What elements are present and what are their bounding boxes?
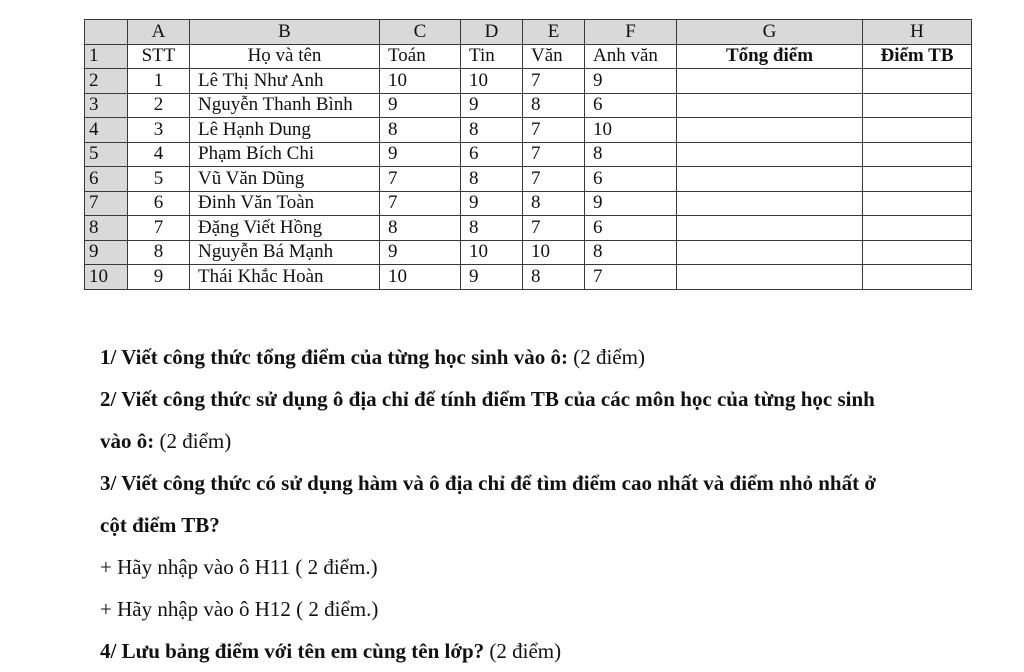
cell-tong-diem[interactable] — [677, 216, 863, 241]
column-header-e[interactable]: E — [523, 20, 585, 45]
cell-anh[interactable]: 7 — [585, 265, 677, 290]
cell-name[interactable]: Đinh Văn Toàn — [190, 191, 380, 216]
cell-anh[interactable]: 6 — [585, 167, 677, 192]
cell-stt[interactable]: 8 — [128, 240, 190, 265]
cell-tin[interactable]: 10 — [461, 69, 523, 94]
row-header[interactable]: 6 — [85, 167, 128, 192]
cell-anh[interactable]: 6 — [585, 216, 677, 241]
cell-diem-tb[interactable] — [863, 93, 972, 118]
question-3-text-cont: cột điểm TB? — [100, 513, 220, 537]
table-row — [85, 216, 972, 241]
cell-van[interactable]: 8 — [523, 265, 585, 290]
cell-stt[interactable]: 7 — [128, 216, 190, 241]
cell-tong-diem[interactable] — [677, 69, 863, 94]
table-row — [85, 69, 972, 94]
header-cell-anh[interactable]: Anh văn — [585, 44, 677, 69]
cell-tong-diem[interactable] — [677, 240, 863, 265]
cell-tin[interactable]: 10 — [461, 240, 523, 265]
cell-anh[interactable]: 8 — [585, 240, 677, 265]
row-header[interactable]: 7 — [85, 191, 128, 216]
cell-tin[interactable]: 8 — [461, 167, 523, 192]
cell-van[interactable]: 7 — [523, 142, 585, 167]
table-row — [85, 191, 972, 216]
cell-name[interactable]: Thái Khắc Hoàn — [190, 265, 380, 290]
header-cell-van[interactable]: Văn — [523, 44, 585, 69]
cell-van[interactable]: 7 — [523, 167, 585, 192]
header-cell-tong-diem[interactable]: Tổng điểm — [677, 44, 863, 69]
select-all-corner[interactable] — [85, 20, 128, 45]
cell-tong-diem[interactable] — [677, 118, 863, 143]
row-header[interactable]: 8 — [85, 216, 128, 241]
table-row — [85, 142, 972, 167]
cell-stt[interactable]: 9 — [128, 265, 190, 290]
cell-diem-tb[interactable] — [863, 142, 972, 167]
cell-name[interactable]: Lê Thị Như Anh — [190, 69, 380, 94]
cell-tong-diem[interactable] — [677, 265, 863, 290]
column-header-d[interactable]: D — [461, 20, 523, 45]
header-cell-tin[interactable]: Tin — [461, 44, 523, 69]
header-cell-stt[interactable]: STT — [128, 44, 190, 69]
table-row — [85, 167, 972, 192]
cell-van[interactable]: 7 — [523, 216, 585, 241]
cell-anh[interactable]: 8 — [585, 142, 677, 167]
question-2 — [100, 378, 1005, 420]
question-2-text: 2/ Viết công thức sử dụng ô địa chỉ để tính điểm TB của các môn học của từng học sinh — [100, 387, 875, 411]
cell-diem-tb[interactable] — [863, 216, 972, 241]
cell-toan[interactable]: 8 — [380, 216, 461, 241]
cell-diem-tb[interactable] — [863, 240, 972, 265]
column-header-b[interactable]: B — [190, 20, 380, 45]
row-header[interactable]: 9 — [85, 240, 128, 265]
cell-toan[interactable]: 10 — [380, 69, 461, 94]
row-header[interactable]: 10 — [85, 265, 128, 290]
row-header[interactable]: 3 — [85, 93, 128, 118]
cell-name[interactable]: Lê Hạnh Dung — [190, 118, 380, 143]
question-3-continued — [100, 504, 1005, 546]
cell-van[interactable]: 8 — [523, 191, 585, 216]
row-header[interactable]: 2 — [85, 69, 128, 94]
cell-van[interactable]: 7 — [523, 118, 585, 143]
column-header-c[interactable]: C — [380, 20, 461, 45]
table-row — [85, 93, 972, 118]
cell-tong-diem[interactable] — [677, 93, 863, 118]
cell-toan[interactable]: 9 — [380, 93, 461, 118]
column-header-h[interactable]: H — [863, 20, 972, 45]
cell-anh[interactable]: 10 — [585, 118, 677, 143]
question-4 — [100, 630, 1005, 672]
row-header[interactable]: 5 — [85, 142, 128, 167]
column-header-row — [85, 20, 972, 45]
question-2-points: (2 điểm) — [154, 429, 232, 453]
question-3-sub-a: + Hãy nhập vào ô H11 ( 2 điểm.) — [100, 555, 378, 579]
question-4-text: 4/ Lưu bảng điểm với tên em cùng tên lớp? — [100, 639, 485, 663]
question-2-text-cont: vào ô: — [100, 429, 155, 453]
cell-toan[interactable]: 7 — [380, 191, 461, 216]
question-list — [100, 336, 1005, 672]
cell-toan[interactable]: 9 — [380, 142, 461, 167]
header-cell-diem-tb[interactable]: Điểm TB — [863, 44, 972, 69]
row-header[interactable]: 1 — [85, 44, 128, 69]
cell-tong-diem[interactable] — [677, 191, 863, 216]
cell-name[interactable]: Nguyễn Bá Mạnh — [190, 240, 380, 265]
question-1-text: 1/ Viết công thức tổng điểm của từng học sinh vào ô: — [100, 345, 568, 369]
row-header[interactable]: 4 — [85, 118, 128, 143]
cell-tin[interactable]: 6 — [461, 142, 523, 167]
question-2-continued — [100, 420, 1005, 462]
cell-van[interactable]: 7 — [523, 69, 585, 94]
cell-name[interactable]: Nguyễn Thanh Bình — [190, 93, 380, 118]
question-1 — [100, 336, 1005, 378]
table-row — [85, 118, 972, 143]
cell-tin[interactable]: 8 — [461, 216, 523, 241]
cell-name[interactable]: Đặng Viết Hồng — [190, 216, 380, 241]
cell-name[interactable]: Vũ Văn Dũng — [190, 167, 380, 192]
cell-stt[interactable]: 1 — [128, 69, 190, 94]
cell-van[interactable]: 10 — [523, 240, 585, 265]
cell-tin[interactable]: 9 — [461, 265, 523, 290]
cell-toan[interactable]: 7 — [380, 167, 461, 192]
cell-stt[interactable]: 6 — [128, 191, 190, 216]
cell-anh[interactable]: 6 — [585, 93, 677, 118]
cell-tin[interactable]: 8 — [461, 118, 523, 143]
column-header-f[interactable]: F — [585, 20, 677, 45]
cell-tong-diem[interactable] — [677, 142, 863, 167]
cell-diem-tb[interactable] — [863, 265, 972, 290]
spreadsheet-table — [84, 19, 972, 290]
cell-toan[interactable]: 9 — [380, 240, 461, 265]
header-cell-name[interactable]: Họ và tên — [190, 44, 380, 69]
question-3 — [100, 462, 1005, 504]
header-cell-toan[interactable]: Toán — [380, 44, 461, 69]
cell-stt[interactable]: 4 — [128, 142, 190, 167]
table-row — [85, 265, 972, 290]
question-3-sub-b: + Hãy nhập vào ô H12 ( 2 điểm.) — [100, 597, 379, 621]
cell-tin[interactable]: 9 — [461, 93, 523, 118]
cell-diem-tb[interactable] — [863, 118, 972, 143]
question-3-text: 3/ Viết công thức có sử dụng hàm và ô địa chỉ để tìm điểm cao nhất và điểm nhỏ nhất ở — [100, 471, 876, 495]
cell-stt[interactable]: 5 — [128, 167, 190, 192]
cell-stt[interactable]: 3 — [128, 118, 190, 143]
cell-diem-tb[interactable] — [863, 191, 972, 216]
column-header-g[interactable]: G — [677, 20, 863, 45]
cell-anh[interactable]: 9 — [585, 69, 677, 94]
cell-diem-tb[interactable] — [863, 69, 972, 94]
question-4-points: (2 điểm) — [484, 639, 562, 663]
cell-stt[interactable]: 2 — [128, 93, 190, 118]
cell-van[interactable]: 8 — [523, 93, 585, 118]
cell-tong-diem[interactable] — [677, 167, 863, 192]
question-1-points: (2 điểm) — [567, 345, 645, 369]
cell-anh[interactable]: 9 — [585, 191, 677, 216]
column-header-a[interactable]: A — [128, 20, 190, 45]
cell-toan[interactable]: 10 — [380, 265, 461, 290]
table-row — [85, 240, 972, 265]
cell-name[interactable]: Phạm Bích Chi — [190, 142, 380, 167]
cell-diem-tb[interactable] — [863, 167, 972, 192]
cell-tin[interactable]: 9 — [461, 191, 523, 216]
table-header-row — [85, 44, 972, 69]
cell-toan[interactable]: 8 — [380, 118, 461, 143]
